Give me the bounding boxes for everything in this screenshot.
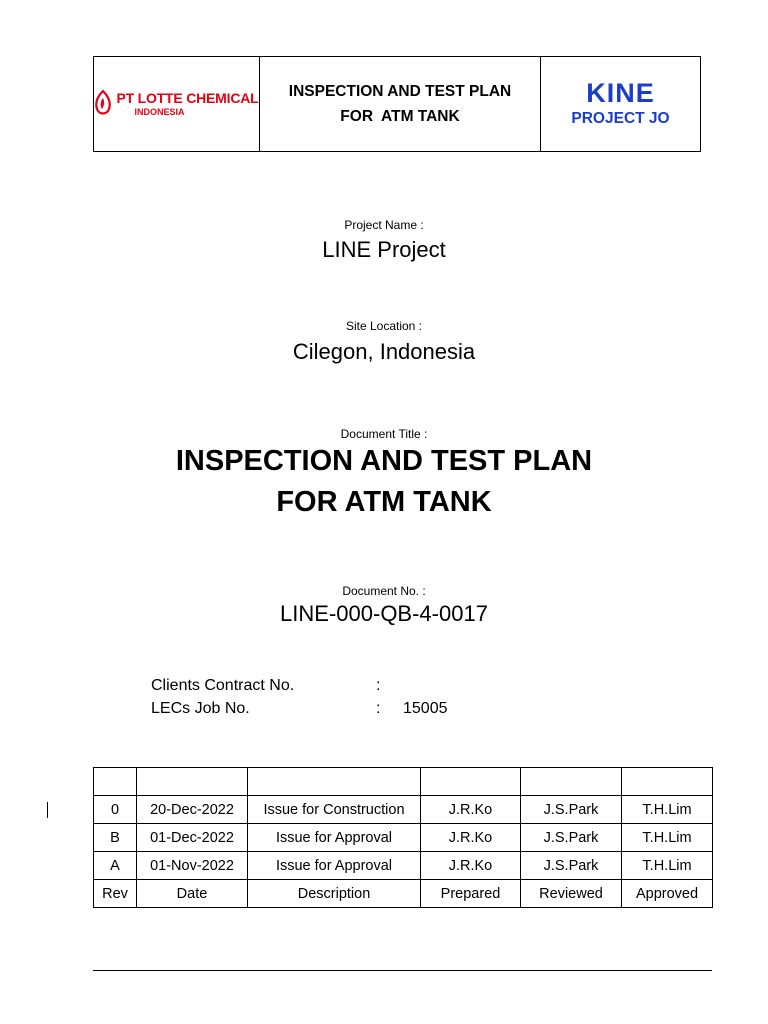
revision-table xyxy=(93,767,713,908)
document-title-label: Document Title : xyxy=(340,427,428,441)
rev-cell: 0 xyxy=(94,796,137,824)
rev-cell: B xyxy=(94,824,137,852)
document-no-value: LINE-000-QB-4-0017 xyxy=(280,601,488,626)
document-no-label: Document No. : xyxy=(342,584,426,598)
table-row xyxy=(94,796,713,824)
date-header: Date xyxy=(137,880,248,908)
date-cell: 01-Nov-2022 xyxy=(137,852,248,880)
rev-cell: A xyxy=(94,852,137,880)
approved-cell xyxy=(622,768,713,796)
date-cell xyxy=(137,768,248,796)
logo-company-name: PT LOTTE CHEMICAL xyxy=(116,90,259,106)
logo-company-country: INDONESIA xyxy=(134,107,185,117)
rev-cell xyxy=(94,768,137,796)
table-row xyxy=(94,768,713,796)
description-cell: Issue for Construction xyxy=(248,796,421,824)
reviewed-header: Reviewed xyxy=(521,880,622,908)
document-title-line2: FOR ATM TANK xyxy=(276,486,492,518)
kine-logo-text: KINE xyxy=(586,78,655,108)
prepared-cell: J.R.Ko xyxy=(421,824,521,852)
prepared-header: Prepared xyxy=(421,880,521,908)
contract-no-colon: : xyxy=(376,677,381,694)
table-row xyxy=(94,824,713,852)
lotte-emblem-icon xyxy=(94,90,112,118)
description-cell xyxy=(248,768,421,796)
reviewed-cell: J.S.Park xyxy=(521,824,622,852)
bottom-divider xyxy=(93,970,712,971)
job-no-label: LECs Job No. xyxy=(151,700,250,717)
date-cell: 20-Dec-2022 xyxy=(137,796,248,824)
description-cell: Issue for Approval xyxy=(248,852,421,880)
reviewed-cell: J.S.Park xyxy=(521,796,622,824)
project-name-value: LINE Project xyxy=(322,237,446,262)
table-row xyxy=(94,852,713,880)
approved-cell: T.H.Lim xyxy=(622,852,713,880)
project-name-label: Project Name : xyxy=(344,218,424,232)
description-header: Description xyxy=(248,880,421,908)
reviewed-cell xyxy=(521,768,622,796)
prepared-cell: J.R.Ko xyxy=(421,796,521,824)
document-title-line1: INSPECTION AND TEST PLAN xyxy=(175,445,593,477)
header-title-line2: FOR ATM TANK xyxy=(340,108,460,125)
approved-cell: T.H.Lim xyxy=(622,796,713,824)
contractor-logo-cell xyxy=(541,57,700,151)
text-cursor xyxy=(47,802,48,818)
rev-header: Rev xyxy=(94,880,137,908)
client-logo-cell xyxy=(94,57,260,151)
approved-header: Approved xyxy=(622,880,713,908)
site-location-label: Site Location : xyxy=(345,319,423,333)
kine-project-jo: PROJECT JO xyxy=(571,110,670,127)
lotte-logo xyxy=(94,90,258,118)
description-cell: Issue for Approval xyxy=(248,824,421,852)
table-header-row xyxy=(94,880,713,908)
approved-cell: T.H.Lim xyxy=(622,824,713,852)
job-no-colon: : xyxy=(376,700,381,717)
header-box xyxy=(93,56,701,152)
header-title-cell xyxy=(260,57,541,151)
reviewed-cell: J.S.Park xyxy=(521,852,622,880)
header-title-line1: INSPECTION AND TEST PLAN xyxy=(288,83,512,100)
site-location-value: Cilegon, Indonesia xyxy=(292,339,476,364)
job-no-value: 15005 xyxy=(403,700,448,717)
prepared-cell xyxy=(421,768,521,796)
prepared-cell: J.R.Ko xyxy=(421,852,521,880)
contract-no-label: Clients Contract No. xyxy=(151,677,295,694)
date-cell: 01-Dec-2022 xyxy=(137,824,248,852)
